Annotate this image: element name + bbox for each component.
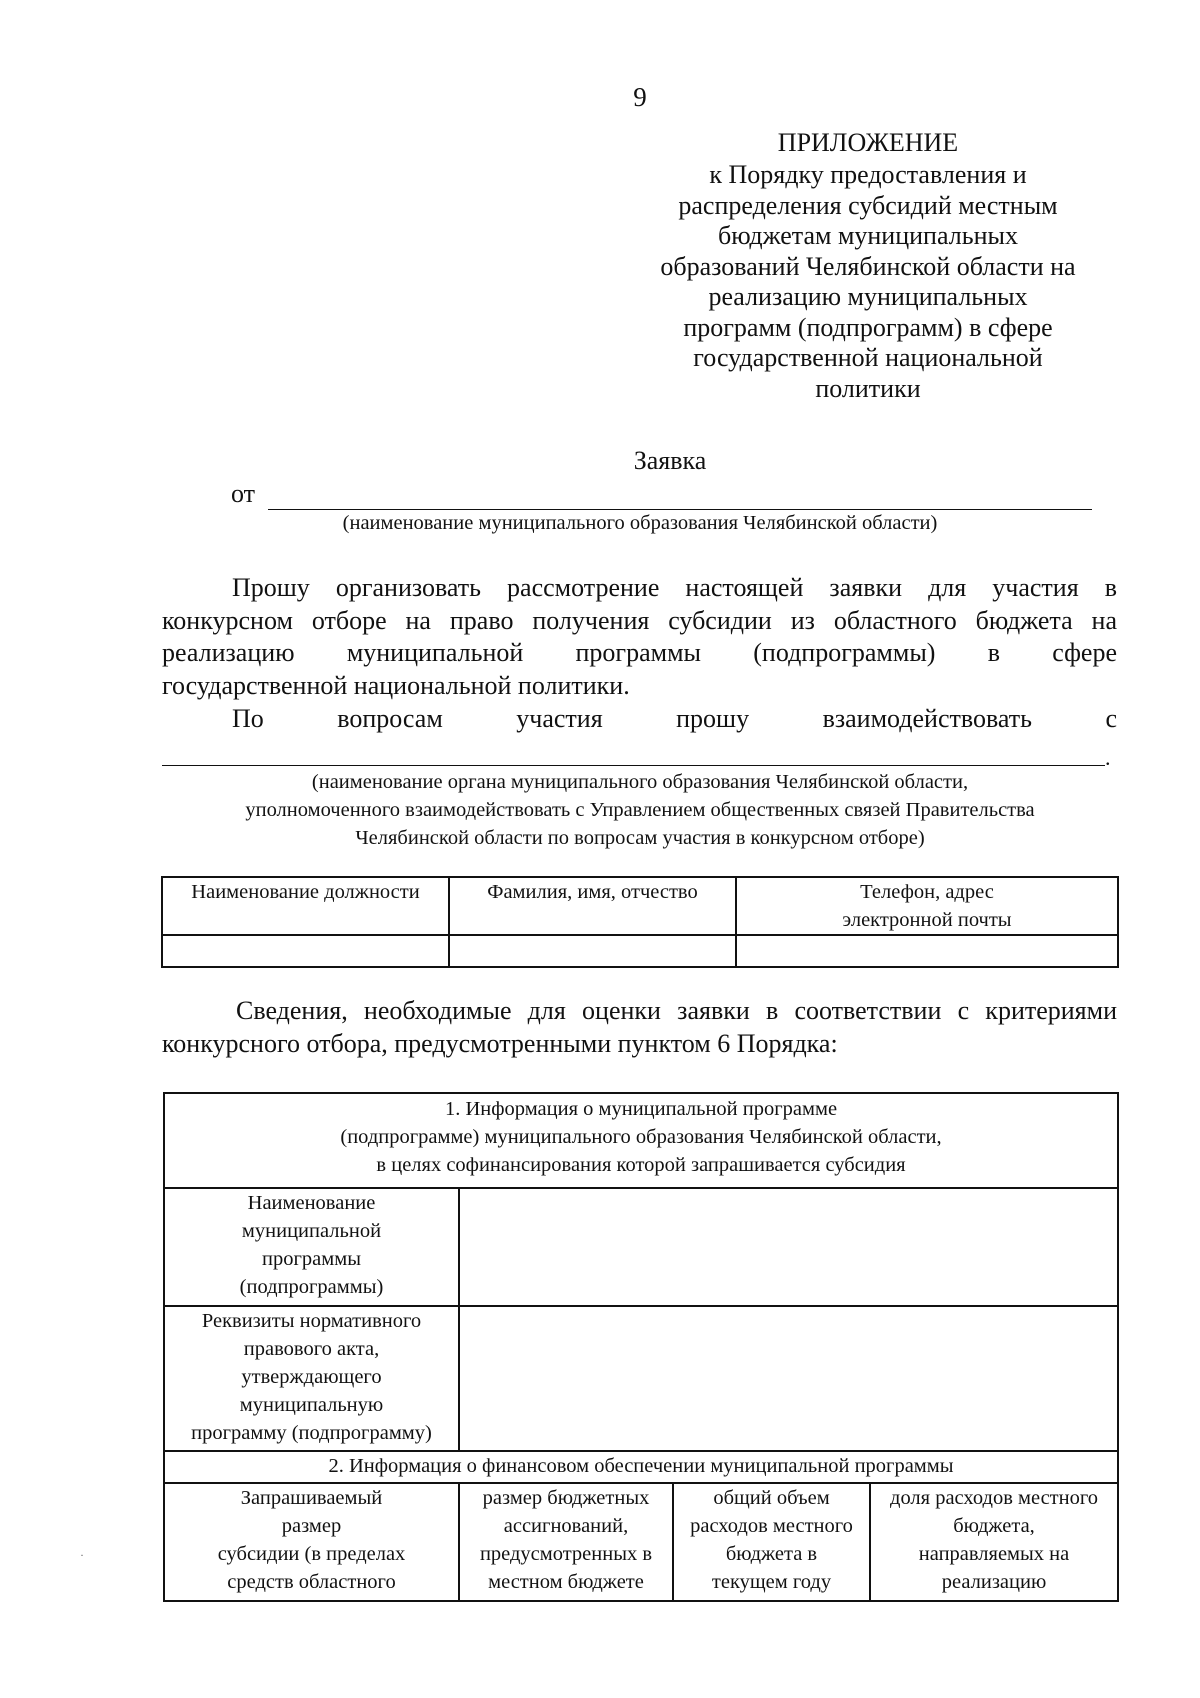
paragraph-line: конкурсном отборе на право получения субсидии из областного бюджета на	[162, 605, 1117, 635]
table-header-row	[162, 877, 1118, 935]
criteria-paragraph: Сведения, необходимые для оценки заявки в соответствии с критериями конкурсного отбора, предусмотренными пунктом 6 Порядка:	[162, 996, 1117, 1058]
header-position: Наименование должности	[162, 877, 449, 935]
section-line: в целях софинансирования которой запрашивается субсидия	[376, 1154, 906, 1176]
appendix-subtitle	[648, 160, 1088, 404]
section-line: (подпрограмме) муниципального образования Челябинской области,	[340, 1126, 942, 1148]
header-line: расходов местного	[690, 1515, 853, 1537]
label-line: Реквизиты нормативного	[201, 1310, 422, 1332]
header-line: размер	[281, 1515, 342, 1537]
header-line: реализацию	[941, 1571, 1047, 1593]
program-name-value[interactable]	[459, 1188, 1118, 1306]
label-line: утверждающего	[241, 1366, 382, 1388]
header-line: текущем году	[711, 1571, 832, 1593]
caption-line: (наименование органа муниципального образования Челябинской области,	[311, 771, 969, 793]
label-line: (подпрограммы)	[239, 1276, 384, 1298]
paragraph-line: Прошу организовать рассмотрение настоящей заявки для участия в	[232, 573, 1117, 602]
header-line: бюджета в	[725, 1543, 818, 1565]
appendix-line: политики	[815, 373, 921, 403]
appendix-line: реализацию муниципальных	[708, 282, 1028, 311]
header-line: общий объем	[713, 1487, 830, 1509]
header-line: предусмотренных в	[479, 1543, 653, 1565]
section-2-heading: 2. Информация о финансовом обеспечении муниципальной программы	[164, 1451, 1118, 1483]
table-row	[164, 1188, 1118, 1306]
section-row	[164, 1451, 1118, 1483]
appendix-title: ПРИЛОЖЕНИЕ	[777, 128, 959, 157]
label-line: программы	[262, 1248, 361, 1270]
caption-line: Челябинской области по вопросам участия в конкурсном отборе)	[355, 827, 925, 849]
finance-columns-row	[164, 1483, 1118, 1601]
header-line: направляемых на	[918, 1543, 1070, 1565]
header-phone-email: Телефон, адрес электронной почты	[736, 877, 1118, 935]
requested-subsidy-header	[164, 1483, 459, 1601]
paragraph-line: реализацию муниципальной программы (подпрограммы) в сфере	[162, 638, 1117, 667]
table-row	[164, 1306, 1118, 1451]
appendix-line: к Порядку предоставления и	[709, 160, 1027, 189]
program-info-table	[163, 1092, 1119, 1602]
label-line: муниципальную	[239, 1394, 384, 1416]
application-heading: Заявка	[633, 446, 707, 475]
header-line: ассигнований,	[503, 1515, 629, 1537]
header-line: бюджета,	[953, 1515, 1035, 1537]
request-paragraph	[162, 572, 1117, 702]
header-line: местном бюджете	[488, 1571, 644, 1593]
appendix-line: программ (подпрограмм) в сфере	[683, 312, 1053, 342]
requisites-label	[164, 1306, 459, 1451]
caption-line: уполномоченного взаимодействовать с Управлением общественных связей Правительства	[245, 799, 1035, 821]
appendix-line: образований Челябинской области на	[660, 251, 1076, 281]
section-line: 1. Информация о муниципальной программе	[444, 1098, 838, 1120]
header-line: средств областного	[227, 1571, 396, 1593]
section-row	[164, 1093, 1118, 1188]
header-line: субсидии (в пределах	[217, 1543, 406, 1565]
label-line: правового акта,	[243, 1338, 380, 1360]
page-number: 9	[633, 82, 647, 112]
label-line: Наименование	[247, 1192, 376, 1214]
full-name-cell[interactable]	[449, 935, 736, 967]
contacts-table	[161, 876, 1119, 968]
program-name-label	[164, 1188, 459, 1306]
position-cell[interactable]	[162, 935, 449, 967]
appendix-line: распределения субсидий местным	[678, 190, 1058, 220]
expense-share-header	[870, 1483, 1118, 1601]
header-full-name: Фамилия, имя, отчество	[449, 877, 736, 935]
appendix-line: бюджетам муниципальных	[718, 221, 1018, 250]
scan-speck: ·	[80, 1548, 84, 1562]
budget-allocations-header	[459, 1483, 673, 1601]
from-caption: (наименование муниципального образования Челябинской области)	[342, 512, 938, 534]
contact-caption	[160, 768, 1120, 852]
paragraph-line: государственной национальной политики.	[162, 670, 630, 700]
requisites-value[interactable]	[459, 1306, 1118, 1451]
appendix-line: государственной национальной	[693, 343, 1043, 372]
contact-fill-line[interactable]	[162, 765, 1105, 766]
label-line: программу (подпрограмму)	[191, 1422, 432, 1444]
section-1-heading	[164, 1093, 1118, 1188]
label-line: муниципальной	[241, 1220, 382, 1242]
header-line: Запрашиваемый	[240, 1487, 383, 1509]
table-row	[162, 935, 1118, 967]
phone-email-cell[interactable]	[736, 935, 1118, 967]
period-mark: .	[1105, 745, 1111, 770]
from-label: от	[231, 479, 256, 508]
header-line: размер бюджетных	[482, 1487, 650, 1509]
header-line: доля расходов местного	[890, 1487, 1099, 1509]
total-expenses-header	[673, 1483, 870, 1601]
contact-paragraph: По вопросам участия прошу взаимодействовать с	[232, 704, 1117, 733]
